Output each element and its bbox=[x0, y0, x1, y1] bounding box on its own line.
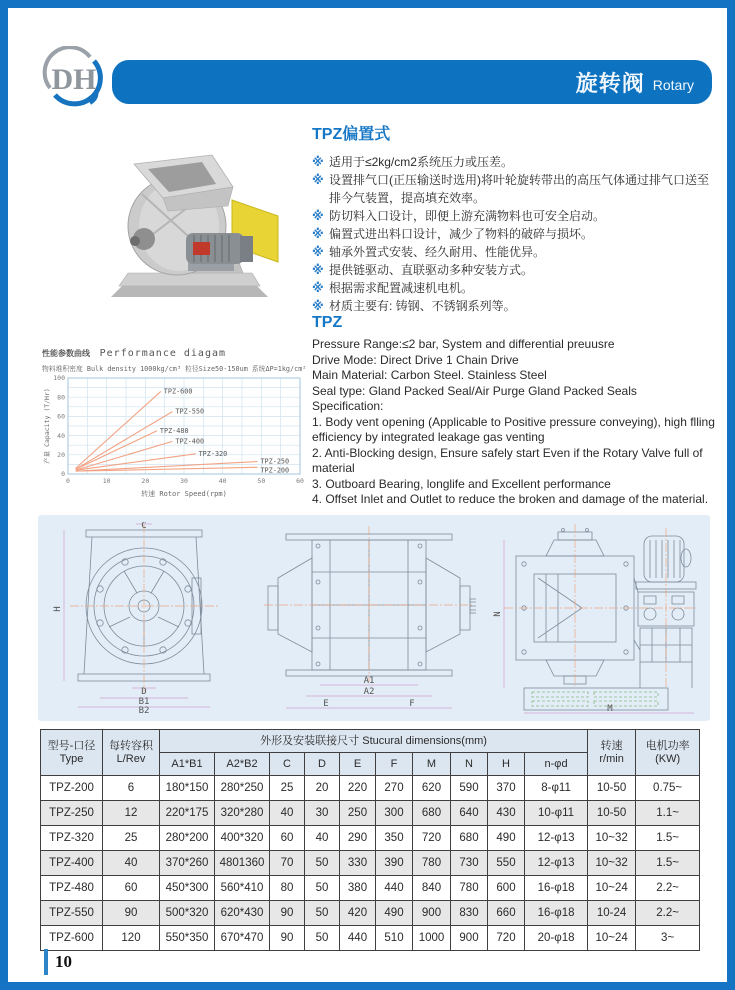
table-cell: 20 bbox=[305, 776, 340, 801]
table-cell: 280*250 bbox=[215, 776, 270, 801]
dim-label-c: C bbox=[141, 522, 147, 531]
table-cell: 10~24 bbox=[588, 876, 636, 901]
table-cell: 10-50 bbox=[588, 776, 636, 801]
table-cell: TPZ-480 bbox=[41, 876, 103, 901]
table-row bbox=[41, 826, 700, 851]
dim-label-m: M bbox=[607, 704, 613, 714]
series-label-TPZ-320: TPZ-320 bbox=[198, 449, 228, 458]
series-label-TPZ-550: TPZ-550 bbox=[175, 407, 205, 416]
x-tick-label: 60 bbox=[296, 477, 304, 485]
table-cell: 1.5~ bbox=[636, 826, 700, 851]
dimension-lines bbox=[64, 524, 210, 707]
series-label-TPZ-400: TPZ-400 bbox=[175, 437, 205, 446]
chart-subtitle: 物料堆积密度 Bulk density 1000kg/cm³ 粒径Size50-150um 系统ΔP=1kg/cm² bbox=[42, 365, 307, 373]
table-cell: 2.2~ bbox=[636, 901, 700, 926]
table-cell: 300 bbox=[376, 801, 413, 826]
table-row bbox=[41, 801, 700, 826]
table-cell: 560*410 bbox=[215, 876, 270, 901]
table-cell: 400*320 bbox=[215, 826, 270, 851]
y-tick-label: 60 bbox=[57, 412, 65, 421]
table-cell: 1.1~ bbox=[636, 801, 700, 826]
dimension-lines bbox=[504, 540, 694, 713]
series-label-TPZ-250: TPZ-250 bbox=[260, 457, 290, 466]
spec-line: Specification: bbox=[312, 399, 384, 413]
table-cell: 16-φ18 bbox=[525, 876, 588, 901]
dim-label-f: F bbox=[409, 699, 415, 709]
drawing-side-view bbox=[262, 522, 476, 714]
table-row bbox=[41, 851, 700, 876]
feature-bullet bbox=[312, 153, 716, 171]
dim-label-h: H bbox=[53, 606, 63, 612]
table-cell: 420 bbox=[340, 901, 376, 926]
table-cell: 12-φ13 bbox=[525, 826, 588, 851]
table-cell: 50 bbox=[305, 901, 340, 926]
banner-title-zh: 旋转阀 bbox=[575, 70, 645, 96]
table-cell: 720 bbox=[488, 926, 525, 951]
feature-bullet-text: 材质主要有: 铸钢、不锈钢系列等。 bbox=[329, 299, 516, 313]
spec-line: Drive Mode: Direct Drive 1 Chain Drive bbox=[312, 352, 519, 367]
table-cell: 550 bbox=[488, 851, 525, 876]
spec-line: Main Material: Carbon Steel. Stainless Steel bbox=[312, 368, 547, 382]
table-cell: 380 bbox=[340, 876, 376, 901]
table-cell: 730 bbox=[451, 851, 488, 876]
series-line-TPZ-600 bbox=[76, 391, 161, 468]
title-banner bbox=[112, 60, 712, 104]
table-cell: 500*320 bbox=[160, 901, 215, 926]
table-cell: 20-φ18 bbox=[525, 926, 588, 951]
feature-bullet-list bbox=[312, 153, 716, 315]
drawing-drive-assembly bbox=[490, 520, 700, 716]
feature-bullet-text: 提供链驱动、直联驱动多种安装方式。 bbox=[329, 263, 534, 277]
table-cell: 1000 bbox=[413, 926, 451, 951]
table-cell: TPZ-200 bbox=[41, 776, 103, 801]
table-cell: 600 bbox=[488, 876, 525, 901]
brand-logo bbox=[40, 46, 112, 110]
tpz-section-title: TPZ bbox=[312, 314, 343, 331]
table-cell: 320*280 bbox=[215, 801, 270, 826]
table-cell: 620 bbox=[413, 776, 451, 801]
table-cell: 510 bbox=[376, 926, 413, 951]
table-cell: 900 bbox=[451, 926, 488, 951]
y-tick-label: 20 bbox=[57, 451, 65, 459]
table-header-cell: H bbox=[488, 753, 525, 776]
table-cell: TPZ-400 bbox=[41, 851, 103, 876]
center-lines bbox=[264, 526, 474, 682]
table-cell: 0.75~ bbox=[636, 776, 700, 801]
drawing-front-view bbox=[52, 522, 252, 714]
table-header-cell: N bbox=[451, 753, 488, 776]
table-cell: TPZ-320 bbox=[41, 826, 103, 851]
x-axis-label: 转速 Rotor Speed(rpm) bbox=[141, 490, 227, 498]
table-cell: 350 bbox=[376, 826, 413, 851]
table-cell: 4801360 bbox=[215, 851, 270, 876]
table-cell: 370*260 bbox=[160, 851, 215, 876]
feature-bullet bbox=[312, 243, 716, 261]
y-tick-label: 40 bbox=[57, 431, 65, 440]
assembly-geometry bbox=[516, 529, 696, 711]
table-cell: 780 bbox=[413, 851, 451, 876]
table-cell: 10-50 bbox=[588, 801, 636, 826]
feature-bullet-text: 偏置式进出料口设计，减少了物料的破碎与损坏。 bbox=[329, 227, 594, 241]
table-cell: 680 bbox=[451, 826, 488, 851]
table-cell: 30 bbox=[305, 801, 340, 826]
table-header-cell: 电机功率 (KW) bbox=[636, 730, 700, 776]
table-cell: TPZ-550 bbox=[41, 901, 103, 926]
table-header-cell: n-φd bbox=[525, 753, 588, 776]
reference-mark-icon: ※ bbox=[312, 281, 324, 295]
table-header-cell: 外形及安装联接尺寸 Stucural dimensions(mm) bbox=[160, 730, 588, 753]
table-cell: 330 bbox=[340, 851, 376, 876]
feature-bullet-text: 设置排气口(正压输送时选用)将叶轮旋转带出的高压气体通过排气口送至排今气装置，提高填充效率。 bbox=[329, 173, 709, 205]
table-cell: 450*300 bbox=[160, 876, 215, 901]
table-cell: 440 bbox=[376, 876, 413, 901]
reference-mark-icon: ※ bbox=[312, 155, 324, 169]
x-tick-label: 20 bbox=[141, 477, 150, 485]
table-header-cell: M bbox=[413, 753, 451, 776]
table-cell: 25 bbox=[103, 826, 160, 851]
x-tick-label: 40 bbox=[218, 477, 227, 485]
offset-section-title: TPZ偏置式 bbox=[312, 126, 391, 143]
table-cell: 680 bbox=[413, 801, 451, 826]
table-header-cell: 转速 r/min bbox=[588, 730, 636, 776]
series-label-TPZ-480: TPZ-480 bbox=[159, 426, 189, 435]
table-cell: 590 bbox=[451, 776, 488, 801]
reference-mark-icon: ※ bbox=[312, 263, 324, 277]
table-header-cell: C bbox=[270, 753, 305, 776]
reference-mark-icon: ※ bbox=[312, 299, 324, 313]
dim-label-b2: B2 bbox=[138, 706, 150, 714]
feature-bullet bbox=[312, 279, 716, 297]
spec-line: 4. Offset Inlet and Outlet to reduce the broken and damage of the material. bbox=[312, 492, 709, 506]
table-cell: 900 bbox=[413, 901, 451, 926]
table-cell: 40 bbox=[270, 801, 305, 826]
tpz-spec-section bbox=[312, 314, 718, 508]
table-cell: 430 bbox=[488, 801, 525, 826]
chart-title-en: Performance diagam bbox=[99, 348, 227, 359]
feature-bullet bbox=[312, 171, 716, 207]
table-row bbox=[41, 901, 700, 926]
center-lines bbox=[70, 524, 218, 692]
feature-bullet-text: 根据需求配置减速机电机。 bbox=[329, 281, 474, 295]
table-header-cell: E bbox=[340, 753, 376, 776]
table-header-cell: 型号-口径 Type bbox=[41, 730, 103, 776]
dimensions-table bbox=[40, 729, 700, 951]
feature-bullet bbox=[312, 261, 716, 279]
table-cell: 490 bbox=[488, 826, 525, 851]
chart-title-zh: 性能参数曲线 bbox=[42, 349, 90, 358]
y-tick-label: 100 bbox=[53, 374, 65, 383]
dim-label-e: E bbox=[323, 699, 329, 709]
dh-logo-icon bbox=[40, 46, 112, 110]
table-cell: 8-φ11 bbox=[525, 776, 588, 801]
table-cell: 550*350 bbox=[160, 926, 215, 951]
feature-bullet bbox=[312, 207, 716, 225]
spec-line: Seal type: Gland Packed Seal/Air Purge Gland Packed Seals bbox=[312, 383, 637, 398]
y-tick-label: 80 bbox=[57, 393, 65, 402]
table-cell: 12 bbox=[103, 801, 160, 826]
table-row bbox=[41, 876, 700, 901]
table-cell: 90 bbox=[270, 926, 305, 951]
reference-mark-icon: ※ bbox=[312, 209, 324, 223]
series-line-TPZ-550 bbox=[76, 412, 173, 470]
feature-bullet bbox=[312, 297, 716, 315]
offset-type-section bbox=[312, 121, 716, 315]
table-header-cell: F bbox=[376, 753, 413, 776]
table-row bbox=[41, 776, 700, 801]
table-cell: 250 bbox=[340, 801, 376, 826]
table-cell: 2.2~ bbox=[636, 876, 700, 901]
base-slot-lines bbox=[532, 692, 658, 706]
tpz-spec-lines bbox=[312, 337, 718, 508]
table-cell: 220*175 bbox=[160, 801, 215, 826]
spec-line: 2. Anti-Blocking design, Ensure safely start Even if the Rotary Valve full of material bbox=[312, 445, 703, 475]
table-cell: 25 bbox=[270, 776, 305, 801]
x-tick-label: 50 bbox=[257, 477, 266, 485]
dim-label-a2: A2 bbox=[363, 687, 375, 697]
table-cell: 10~32 bbox=[588, 851, 636, 876]
feature-bullet-text: 防切料入口设计，即便上游充满物料也可安全启动。 bbox=[329, 209, 606, 223]
table-cell: 10~32 bbox=[588, 826, 636, 851]
performance-chart bbox=[42, 341, 314, 508]
table-cell: 490 bbox=[376, 901, 413, 926]
table-cell: 6 bbox=[103, 776, 160, 801]
table-cell: TPZ-600 bbox=[41, 926, 103, 951]
table-cell: 840 bbox=[413, 876, 451, 901]
table-cell: 16-φ18 bbox=[525, 901, 588, 926]
table-cell: 50 bbox=[305, 876, 340, 901]
table-cell: 90 bbox=[103, 901, 160, 926]
chart-title bbox=[42, 341, 314, 360]
x-tick-label: 30 bbox=[180, 477, 188, 485]
table-cell: 290 bbox=[340, 826, 376, 851]
logo-text: DH bbox=[51, 63, 97, 96]
banner-title-en: Rotary bbox=[652, 77, 694, 93]
performance-plot bbox=[42, 373, 310, 503]
page-number: 10 bbox=[55, 952, 72, 971]
table-cell: 70 bbox=[270, 851, 305, 876]
table-cell: 670*470 bbox=[215, 926, 270, 951]
table-header-cell: A2*B2 bbox=[215, 753, 270, 776]
x-tick-label: 10 bbox=[102, 477, 111, 485]
table-cell: 180*150 bbox=[160, 776, 215, 801]
table-cell: 90 bbox=[270, 901, 305, 926]
page-number-accent-bar bbox=[44, 949, 48, 975]
reference-mark-icon: ※ bbox=[312, 245, 324, 259]
dim-label-b1: B1 bbox=[138, 697, 150, 707]
table-cell: 50 bbox=[305, 926, 340, 951]
feature-bullet-text: 轴承外置式安装、经久耐用、性能优异。 bbox=[329, 245, 546, 259]
rotary-valve-photo-illustration bbox=[82, 146, 300, 308]
table-cell: 10-24 bbox=[588, 901, 636, 926]
table-cell: 10-φ11 bbox=[525, 801, 588, 826]
dimensions-table-wrap bbox=[40, 729, 700, 951]
table-cell: 220 bbox=[340, 776, 376, 801]
table-cell: 40 bbox=[103, 851, 160, 876]
table-cell: 660 bbox=[488, 901, 525, 926]
spec-line: 3. Outboard Bearing, longlife and Excellent performance bbox=[312, 476, 611, 491]
table-cell: 60 bbox=[270, 826, 305, 851]
y-tick-label: 0 bbox=[61, 470, 65, 479]
product-photo bbox=[82, 146, 300, 308]
table-cell: 370 bbox=[488, 776, 525, 801]
table-cell: 780 bbox=[451, 876, 488, 901]
technical-drawings-panel bbox=[38, 515, 710, 721]
table-cell: 50 bbox=[305, 851, 340, 876]
x-tick-label: 0 bbox=[66, 477, 70, 485]
table-cell: 620*430 bbox=[215, 901, 270, 926]
spec-line: Pressure Range:≤2 bar, System and differential preuusre bbox=[312, 337, 615, 351]
table-cell: 60 bbox=[103, 876, 160, 901]
table-header-cell: D bbox=[305, 753, 340, 776]
table-cell: 80 bbox=[270, 876, 305, 901]
feature-bullet bbox=[312, 225, 716, 243]
table-cell: 120 bbox=[103, 926, 160, 951]
reference-mark-icon: ※ bbox=[312, 227, 324, 241]
table-cell: 640 bbox=[451, 801, 488, 826]
series-label-TPZ-200: TPZ-200 bbox=[260, 466, 290, 475]
reference-mark-icon: ※ bbox=[312, 173, 324, 187]
table-cell: 10~24 bbox=[588, 926, 636, 951]
table-cell: 12-φ13 bbox=[525, 851, 588, 876]
series-label-TPZ-600: TPZ-600 bbox=[163, 387, 193, 396]
table-cell: 830 bbox=[451, 901, 488, 926]
table-header-cell: A1*B1 bbox=[160, 753, 215, 776]
table-cell: TPZ-250 bbox=[41, 801, 103, 826]
table-row bbox=[41, 926, 700, 951]
table-cell: 3~ bbox=[636, 926, 700, 951]
table-cell: 440 bbox=[340, 926, 376, 951]
table-cell: 280*200 bbox=[160, 826, 215, 851]
page-footer bbox=[44, 949, 72, 975]
table-cell: 40 bbox=[305, 826, 340, 851]
feature-bullet-text: 适用于≤2kg/cm2系统压力或压差。 bbox=[329, 155, 513, 169]
y-axis-label: 产量 Capacity (T/Hr) bbox=[43, 388, 51, 464]
table-cell: 1.5~ bbox=[636, 851, 700, 876]
dim-label-n: N bbox=[493, 611, 503, 617]
table-cell: 270 bbox=[376, 776, 413, 801]
table-header-cell: 每转容积 L/Rev bbox=[103, 730, 160, 776]
dim-label-d: D bbox=[141, 687, 147, 697]
dim-label-a1: A1 bbox=[363, 676, 375, 686]
table-cell: 720 bbox=[413, 826, 451, 851]
spec-line: 1. Body vent opening (Applicable to Positive pressure conveying), high flling efficiency by integrated leakage gas venting bbox=[312, 414, 715, 444]
table-cell: 390 bbox=[376, 851, 413, 876]
